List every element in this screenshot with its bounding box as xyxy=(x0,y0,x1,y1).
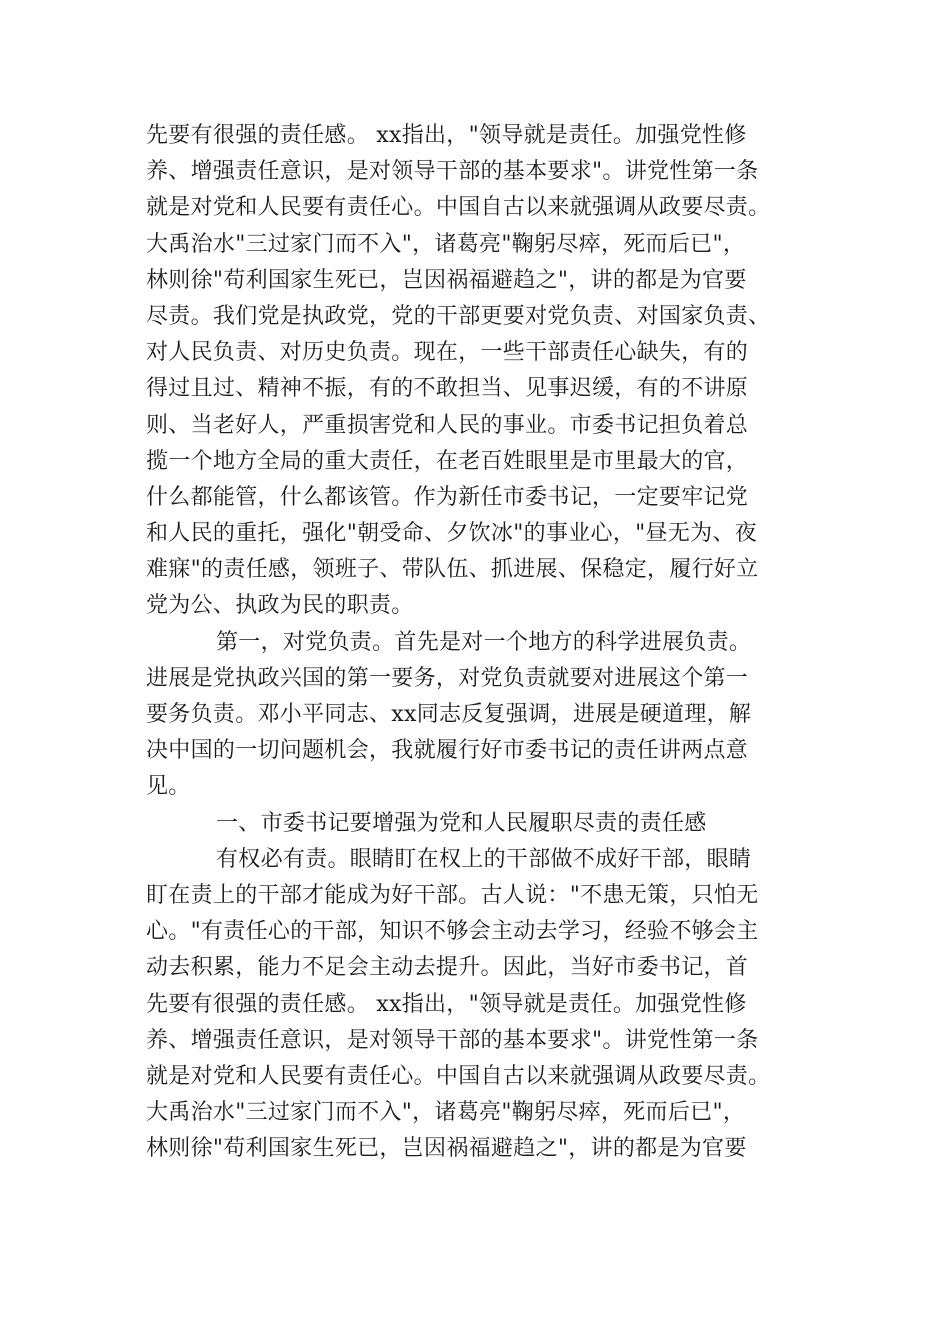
text-line: 动去积累，能力不足会主动去提升。因此，当好市委书记，首 xyxy=(146,955,749,981)
paragraph-first-line: 一、市委书记要增强为党和人民履职尽责的责任感 xyxy=(216,810,707,836)
text-line: 揽一个地方全局的重大责任，在老百姓眼里是市里最大的官， xyxy=(146,448,749,474)
text-line: 党为公、执政为民的职责。 xyxy=(146,593,414,619)
document-page xyxy=(146,118,806,1167)
text-line: 林则徐"苟利国家生死已，岂因祸福避趋之"，讲的都是为官要 xyxy=(146,1136,747,1162)
text-line: 决中国的一切问题机会，我就履行好市委书记的责任讲两点意 xyxy=(146,738,749,764)
paragraph-first-line: 第一，对党负责。首先是对一个地方的科学进展负责。 xyxy=(216,629,752,655)
text-line: 林则徐"苟利国家生死已，岂因祸福避趋之"，讲的都是为官要 xyxy=(146,267,747,293)
text-line: 要务负责。邓小平同志、xx同志反复强调，进展是硬道理，解 xyxy=(146,702,752,727)
text-line: 就是对党和人民要有责任心。中国自古以来就强调从政要尽责。 xyxy=(146,1063,771,1089)
text-line: 什么都能管，什么都该管。作为新任市委书记，一定要牢记党 xyxy=(146,484,749,510)
text-line: 则、当老好人，严重损害党和人民的事业。市委书记担负着总 xyxy=(146,412,749,438)
text-line: 得过且过、精神不振，有的不敢担当、见事迟缓，有的不讲原 xyxy=(146,376,749,402)
text-line: 心。"有责任心的干部，知识不够会主动去学习，经验不够会主 xyxy=(146,919,759,945)
text-line: 进展是党执政兴国的第一要务，对党负责就要对进展这个第一 xyxy=(146,665,749,691)
text-line: 养、增强责任意识，是对领导干部的基本要求"。讲党性第一条 xyxy=(146,159,759,185)
text-line: 就是对党和人民要有责任心。中国自古以来就强调从政要尽责。 xyxy=(146,195,771,221)
text-line: 对人民负责、对历史负责。现在，一些干部责任心缺失，有的 xyxy=(146,340,749,366)
text-line: 和人民的重托，强化"朝受命、夕饮冰"的事业心，"昼无为、夜 xyxy=(146,521,758,547)
paragraph-first-line: 有权必有责。眼睛盯在权上的干部做不成好干部，眼睛 xyxy=(216,846,752,872)
text-line: 见。 xyxy=(146,774,191,800)
text-line: 养、增强责任意识，是对领导干部的基本要求"。讲党性第一条 xyxy=(146,1027,759,1053)
text-line: 难寐"的责任感，领班子、带队伍、抓进展、保稳定，履行好立 xyxy=(146,557,759,583)
text-line: 盯在责上的干部才能成为好干部。古人说："不患无策，只怕无 xyxy=(146,882,759,908)
text-line: 尽责。我们党是执政党，党的干部更要对党负责、对国家负责、 xyxy=(146,303,771,329)
text-line: 先要有很强的责任感。 xx指出，"领导就是责任。加强党性修 xyxy=(146,991,747,1017)
text-line: 大禹治水"三过家门而不入"，诸葛亮"鞠躬尽瘁，死而后已"， xyxy=(146,1100,746,1126)
text-line: 大禹治水"三过家门而不入"，诸葛亮"鞠躬尽瘁，死而后已"， xyxy=(146,231,746,257)
text-line: 先要有很强的责任感。 xx指出，"领导就是责任。加强党性修 xyxy=(146,123,747,148)
